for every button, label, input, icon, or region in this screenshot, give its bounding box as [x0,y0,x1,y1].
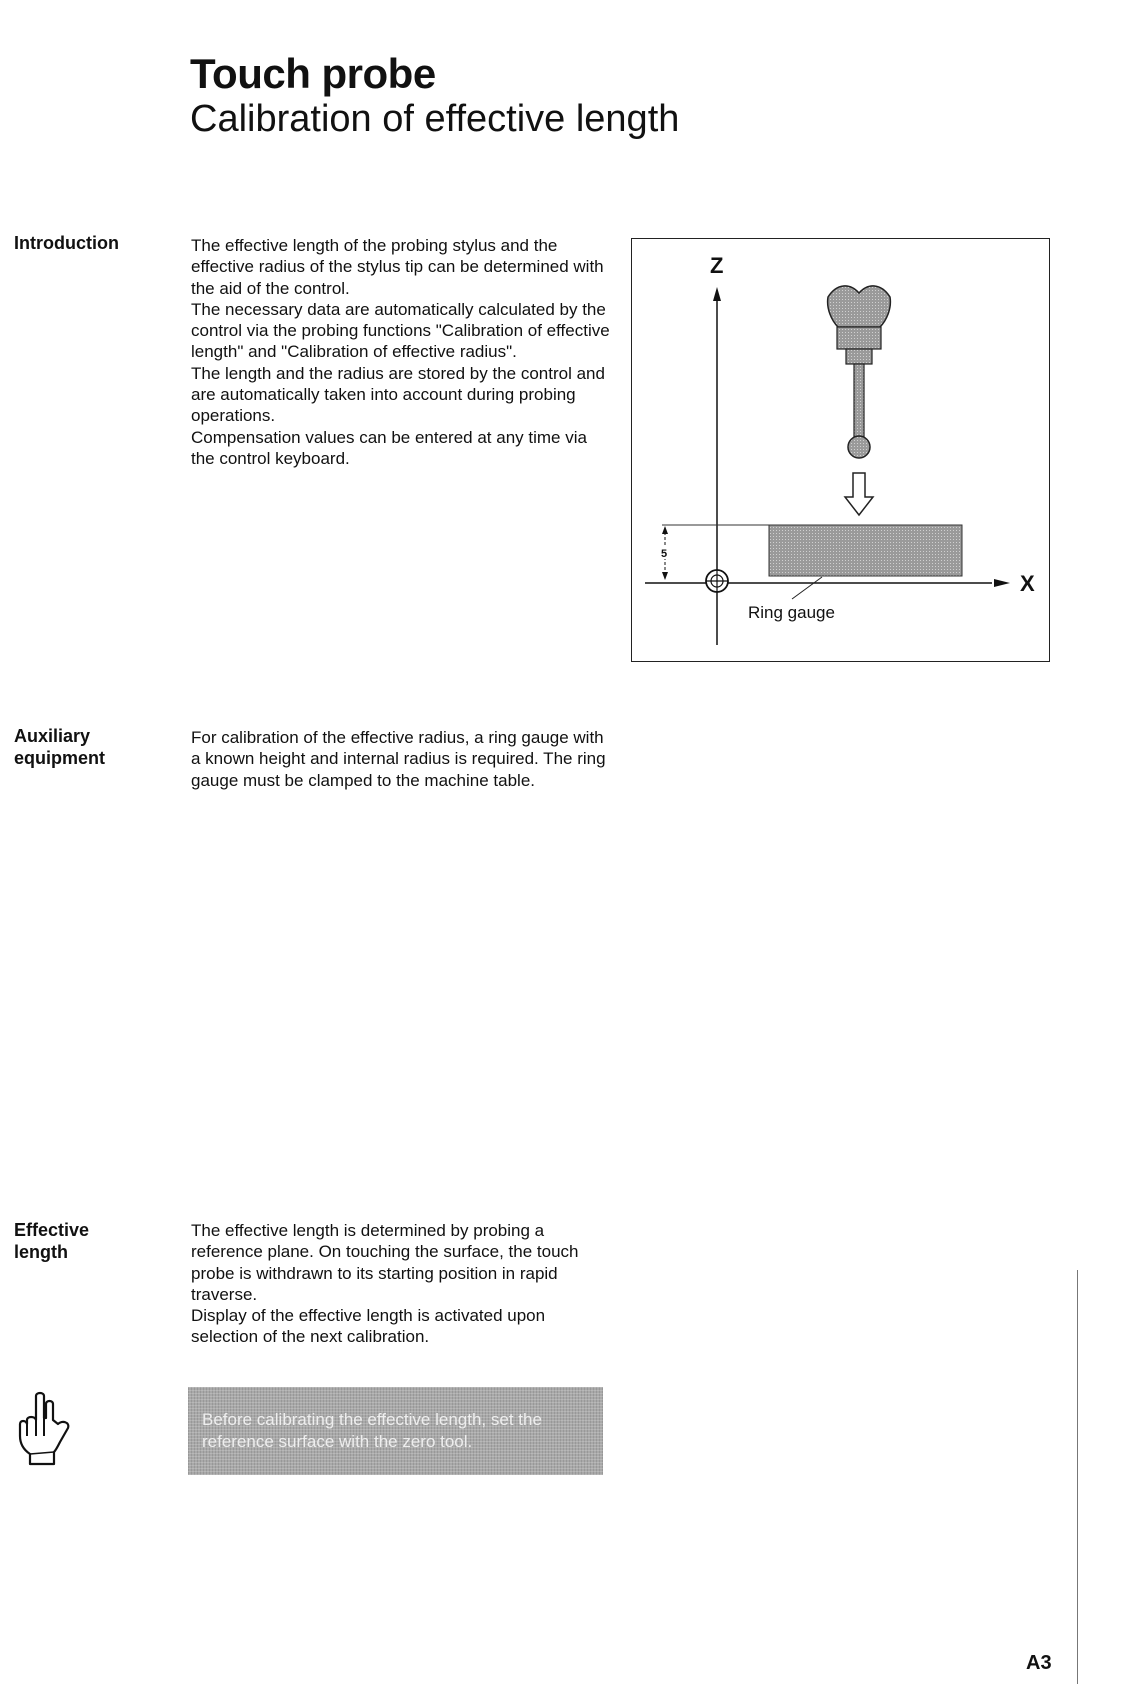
calibration-figure [631,238,1050,662]
auxiliary-label-line2: equipment [14,748,106,768]
page-number: A3 [1026,1652,1052,1674]
effective-length-paragraph: Display of the effective length is activated upon selection of the next calibration. [191,1306,546,1347]
auxiliary-paragraph: For calibration of the effective radius, a ring gauge with a known height and internal radius is required. The ring gauge must be clamped to the machine table. [191,728,606,790]
z-axis-arrow [713,287,721,301]
effective-length-label-line2: length [14,1242,68,1262]
probing-direction-arrow-icon [845,473,873,515]
ring-gauge-leader [792,577,822,599]
note-text: Before calibrating the effective length, set the reference surface with the zero tool. [202,1410,542,1451]
z-axis-label: Z [710,253,724,278]
introduction-paragraph: Compensation values can be entered at any time via the control keyboard. [191,427,587,468]
pointing-hand-icon [14,1390,74,1470]
x-axis-label: X [1020,571,1035,596]
introduction-paragraph: The length and the radius are stored by the control and are automatically taken into account during probing operations. [191,363,605,426]
ring-gauge-label: Ring gauge [748,603,835,622]
auxiliary-label-line1: Auxiliary [14,726,91,746]
probe-diagram [632,239,1051,663]
page-subtitle: Calibration of effective length [190,98,680,140]
introduction-paragraph: The effective length of the probing stylus and the effective radius of the stylus tip can be determined with the aid of the control. [191,236,604,298]
introduction-paragraph: The necessary data are automatically calculated by the control via the probing functions "Calibration of effective length" and "Calibration of effective radius". [191,299,610,362]
dimension-arrow-bottom [662,572,668,580]
introduction-text [191,235,611,469]
dimension-label: 5 [661,548,668,560]
x-axis-arrow [994,579,1010,587]
page-edge-line [1077,1270,1078,1684]
note-box [188,1387,603,1475]
effective-length-paragraph: The effective length is determined by probing a reference plane. On touching the surface, the touch probe is withdrawn to its starting position in rapid traverse. [191,1221,579,1304]
effective-length-text [191,1220,611,1348]
auxiliary-label [14,725,105,769]
touch-probe-icon [828,286,891,458]
effective-length-label-line1: Effective [14,1220,90,1240]
effective-length-label [14,1219,89,1263]
ring-gauge-block [769,525,962,576]
auxiliary-text [191,727,611,791]
dimension-arrow-top [662,526,668,534]
page-title: Touch probe [190,50,436,97]
introduction-label: Introduction [14,233,119,253]
